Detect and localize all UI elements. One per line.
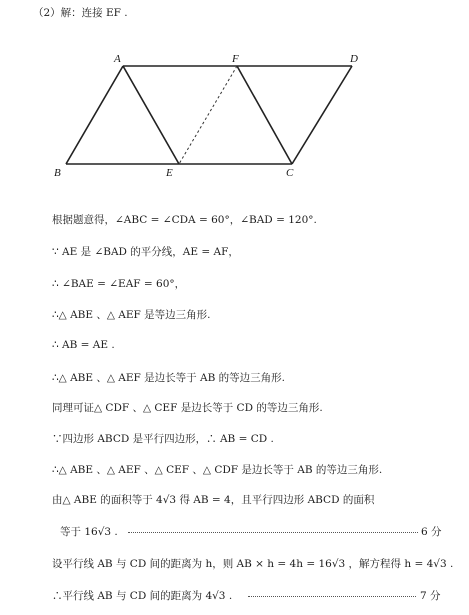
point-label-b: B bbox=[54, 167, 61, 179]
score-mark-6: 6 分 bbox=[421, 526, 442, 538]
point-label-e: E bbox=[166, 167, 173, 179]
point-label-f: F bbox=[232, 53, 239, 65]
dot-leader-2 bbox=[248, 596, 416, 597]
solution-line-1: 根据题意得，∠ABC = ∠CDA = 60°，∠BAD = 120°. bbox=[52, 214, 317, 226]
solution-line-10: 由△ ABE 的面积等于 4√3 得 AB = 4，且平行四边形 ABCD 的面积 bbox=[52, 494, 375, 506]
point-label-d: D bbox=[350, 53, 358, 65]
segment-fc bbox=[237, 66, 292, 164]
score-mark-7: 7 分 bbox=[420, 590, 441, 602]
solution-line-5: ∴ AB = AE . bbox=[52, 339, 115, 351]
solution-line-11: 等于 16√3 . bbox=[60, 526, 118, 538]
point-label-c: C bbox=[286, 167, 294, 179]
solution-line-4: ∴△ ABE 、△ AEF 是等边三角形. bbox=[52, 309, 211, 321]
point-label-a: A bbox=[114, 53, 121, 65]
solution-line-13: ∴平行线 AB 与 CD 间的距离为 4√3 . bbox=[52, 590, 233, 602]
segment-ef-dashed bbox=[179, 66, 237, 164]
solution-line-7: 同理可证△ CDF 、△ CEF 是边长等于 CD 的等边三角形. bbox=[52, 402, 323, 414]
segment-ae bbox=[123, 66, 179, 164]
dot-leader-1 bbox=[128, 532, 418, 533]
solution-line-6: ∴△ ABE 、△ AEF 是边长等于 AB 的等边三角形. bbox=[52, 372, 285, 384]
solution-line-2: ∵ AE 是 ∠BAD 的平分线，AE = AF， bbox=[52, 246, 239, 258]
segment-dc bbox=[292, 66, 352, 164]
segment-ab bbox=[66, 66, 123, 164]
solution-line-8: ∵四边形 ABCD 是平行四边形，∴ AB = CD . bbox=[52, 433, 274, 445]
solution-line-12: 设平行线 AB 与 CD 间的距离为 h，则 AB × h = 4h = 16√3 ，解方程得 h = 4√3 . bbox=[52, 558, 454, 570]
solution-line-3: ∴ ∠BAE = ∠EAF = 60°， bbox=[52, 278, 186, 290]
solution-line-9: ∴△ ABE 、△ AEF 、△ CEF 、△ CDF 是边长等于 AB 的等边三角形. bbox=[52, 464, 383, 476]
parallelogram-figure bbox=[0, 0, 469, 190]
solution-header: （2）解：连接 EF . bbox=[33, 7, 128, 19]
